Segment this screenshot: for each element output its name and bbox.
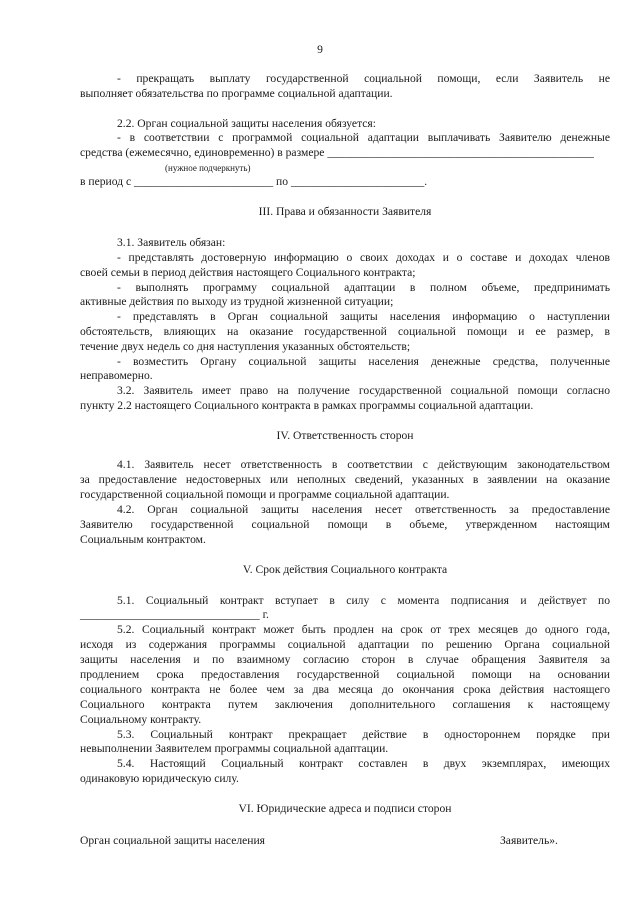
- text-line: Заявителю государственной социальной помощи в объеме, утвержденном настоящим: [80, 518, 610, 531]
- text-line: - представлять в Орган социальной защиты населения информацию о наступлении: [117, 310, 610, 323]
- text-line: - возместить Органу социальной защиты населения денежные средства, полученные: [117, 355, 610, 368]
- text-line: выполняет обязательства по программе социальной адаптации.: [80, 87, 393, 100]
- text-line: пункту 2.2 настоящего Социального контракта в рамках программы социальной адаптации.: [80, 399, 534, 412]
- text-line: в период с ________________________ по _______________________.: [80, 175, 428, 188]
- text-line: 3.2. Заявитель имеет право на получение государственной социальной помощи согласно: [117, 384, 610, 397]
- text-line: 4.1. Заявитель несет ответственность в соответствии с действующим законодательством: [117, 458, 610, 471]
- hint-text: (нужное подчеркнуть): [165, 163, 251, 173]
- text-line: 5.3. Социальный контракт прекращает действие в одностороннем порядке при: [117, 728, 610, 741]
- text-line: своей семьи в период действия настоящего Социального контракта;: [80, 266, 416, 279]
- page-number: 9: [317, 43, 323, 56]
- section-heading: VI. Юридические адреса и подписи сторон: [238, 802, 452, 815]
- signature-label-right: Заявитель».: [500, 834, 558, 847]
- section-heading: IV. Ответственность сторон: [276, 429, 414, 442]
- text-line: защиты населения и по взаимному согласию сторон в случае обращения Заявителя за: [80, 653, 610, 666]
- signature-label-left: Орган социальной защиты населения: [80, 834, 266, 847]
- text-line: продлением срока предоставления государственной социальной помощи на основании: [80, 668, 610, 681]
- text-line: - прекращать выплату государственной социальной помощи, если Заявитель не: [117, 72, 610, 85]
- text-line: исходя из содержания программы социальной адаптации по решению Органа социальной: [80, 638, 610, 651]
- text-line: 2.2. Орган социальной защиты населения обязуется:: [117, 117, 376, 130]
- text-line: за предоставление недостоверных или неполных сведений, указанных в заявлении на оказание: [80, 473, 610, 486]
- text-line: 5.2. Социальный контракт может быть продлен на срок от трех месяцев до одного года,: [117, 623, 610, 636]
- text-line: - выполнять программу социальной адаптации в полном объеме, предпринимать: [117, 281, 610, 294]
- text-line: 5.4. Настоящий Социальный контракт составлен в двух экземплярах, имеющих: [117, 757, 610, 770]
- text-line: 4.2. Орган социальной защиты населения несет ответственность за предоставление: [117, 503, 610, 516]
- text-line: 5.1. Социальный контракт вступает в силу с момента подписания и действует по: [117, 594, 610, 607]
- text-line: государственной социальной помощи и программе социальной адаптации.: [80, 488, 450, 501]
- text-line: социального контракта не более чем за два месяца до окончания срока действия настоящего: [80, 683, 610, 696]
- text-line: обстоятельств, влияющих на оказание государственной социальной помощи и ее размер, в: [80, 325, 610, 338]
- text-line: _______________________________ г.: [80, 608, 269, 621]
- text-line: Социальному контракту.: [80, 713, 202, 726]
- text-line: одинаковую юридическую силу.: [80, 772, 239, 785]
- text-line: - представлять достоверную информацию о своих доходах и о составе и доходах членов: [117, 251, 610, 264]
- text-line: 3.1. Заявитель обязан:: [117, 236, 226, 249]
- text-line: Социального контракта путем заключения дополнительного соглашения к настоящему: [80, 698, 610, 711]
- text-line: - в соответствии с программой социальной адаптации выплачивать Заявителю денежные: [117, 131, 610, 144]
- section-heading: V. Срок действия Социального контракта: [242, 563, 448, 576]
- text-line: неправомерно.: [80, 369, 153, 382]
- text-line: средства (ежемесячно, единовременно) в размере ______________________________________________: [80, 146, 594, 159]
- section-heading: III. Права и обязанности Заявителя: [258, 205, 432, 218]
- text-line: течение двух недель со дня наступления указанных обстоятельств;: [80, 340, 411, 353]
- text-line: невыполнении Заявителем программы социальной адаптации.: [80, 742, 389, 755]
- text-line: активные действия по выходу из трудной жизненной ситуации;: [80, 295, 394, 308]
- text-line: Социальным контрактом.: [80, 533, 206, 546]
